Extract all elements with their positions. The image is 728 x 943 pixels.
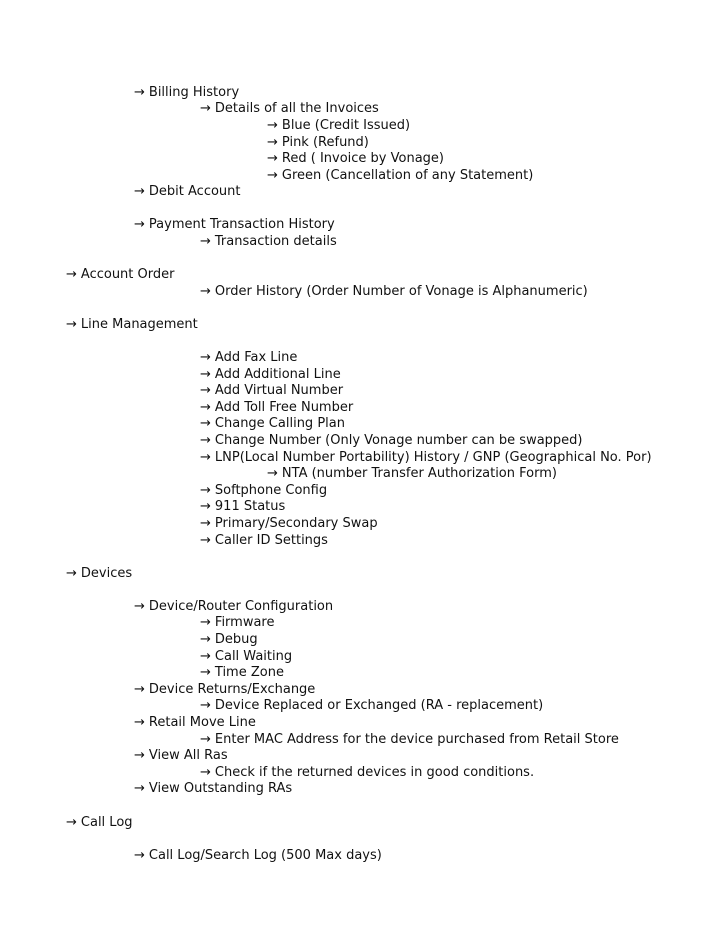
- outline-item: [200, 499, 285, 515]
- arrow-icon: →: [200, 433, 211, 448]
- outline-item: [200, 101, 379, 117]
- arrow-icon: →: [200, 284, 211, 299]
- arrow-icon: →: [200, 615, 211, 630]
- outline-item: [200, 665, 284, 681]
- outline-item-label: 911 Status: [214, 499, 286, 514]
- outline-item-label: Call Log/Search Log (500 Max days): [148, 848, 382, 863]
- outline-item-label: Caller ID Settings: [214, 533, 328, 548]
- outline-section-heading: [66, 566, 132, 582]
- outline-item: [200, 284, 588, 300]
- outline-item-label: Call Waiting: [214, 649, 293, 664]
- arrow-icon: →: [66, 566, 77, 581]
- outline-item: [267, 118, 410, 134]
- outline-item-label: Debug: [214, 632, 258, 647]
- outline-item: [200, 383, 343, 399]
- outline-item-label: Time Zone: [214, 665, 284, 680]
- outline-item-label: Enter MAC Address for the device purchased from Retail Store: [214, 732, 619, 747]
- outline-item-label: Retail Move Line: [148, 715, 256, 730]
- arrow-icon: →: [200, 732, 211, 747]
- outline-item-label: Payment Transaction History: [148, 217, 335, 232]
- arrow-icon: →: [200, 533, 211, 548]
- outline-item: [134, 184, 241, 200]
- arrow-icon: →: [200, 665, 211, 680]
- outline-item: [134, 715, 256, 731]
- outline-item: [200, 698, 543, 714]
- outline-item-label: Account Order: [80, 267, 175, 282]
- outline-item: [200, 516, 378, 532]
- outline-item: [267, 466, 557, 482]
- arrow-icon: →: [134, 682, 145, 697]
- outline-section-heading: [66, 815, 133, 831]
- outline-item: [200, 632, 258, 648]
- outline-item-label: Billing History: [148, 85, 240, 100]
- arrow-icon: →: [200, 765, 211, 780]
- arrow-icon: →: [66, 317, 77, 332]
- arrow-icon: →: [66, 267, 77, 282]
- outline-item-label: Add Virtual Number: [214, 383, 344, 398]
- outline-item-label: View Outstanding RAs: [148, 781, 293, 796]
- outline-item: [134, 682, 315, 698]
- outline-item: [200, 732, 619, 748]
- arrow-icon: →: [134, 781, 145, 796]
- outline-item: [267, 135, 369, 151]
- outline-item-label: Green (Cancellation of any Statement): [281, 168, 534, 183]
- arrow-icon: →: [200, 101, 211, 116]
- outline-item: [267, 151, 444, 167]
- arrow-icon: →: [200, 450, 211, 465]
- outline-item-label: Devices: [80, 566, 133, 581]
- arrow-icon: →: [134, 217, 145, 232]
- outline-item-label: Blue (Credit Issued): [281, 118, 411, 133]
- outline-section-heading: [66, 267, 174, 283]
- outline-item: [134, 217, 335, 233]
- arrow-icon: →: [134, 85, 145, 100]
- outline-item: [200, 483, 327, 499]
- outline-item-label: Transaction details: [214, 234, 337, 249]
- outline-item-label: Device Returns/Exchange: [148, 682, 316, 697]
- outline-item: [200, 765, 534, 781]
- outline-item-label: Red ( Invoice by Vonage): [281, 151, 444, 166]
- outline-item-label: Firmware: [214, 615, 275, 630]
- outline-item-label: Details of all the Invoices: [214, 101, 379, 116]
- outline-item: [200, 450, 652, 466]
- outline-item: [134, 781, 292, 797]
- outline-item-label: Pink (Refund): [281, 135, 369, 150]
- outline-item: [267, 168, 533, 184]
- outline-item: [200, 649, 292, 665]
- arrow-icon: →: [267, 466, 278, 481]
- arrow-icon: →: [200, 367, 211, 382]
- outline-item-label: Device Replaced or Exchanged (RA - replacement): [214, 698, 544, 713]
- outline-item-label: Primary/Secondary Swap: [214, 516, 378, 531]
- arrow-icon: →: [200, 383, 211, 398]
- outline-item-label: Call Log: [80, 815, 133, 830]
- outline-item: [134, 748, 228, 764]
- arrow-icon: →: [200, 649, 211, 664]
- outline-item-label: Softphone Config: [214, 483, 328, 498]
- arrow-icon: →: [200, 400, 211, 415]
- arrow-icon: →: [267, 135, 278, 150]
- arrow-icon: →: [200, 483, 211, 498]
- arrow-icon: →: [134, 715, 145, 730]
- outline-item-label: Order History (Order Number of Vonage is Alphanumeric): [214, 284, 588, 299]
- arrow-icon: →: [200, 698, 211, 713]
- outline-item-label: Line Management: [80, 317, 198, 332]
- outline-item: [200, 416, 345, 432]
- outline-item: [200, 350, 297, 366]
- outline-item: [200, 400, 353, 416]
- outline-item: [200, 433, 583, 449]
- outline-item-label: Debit Account: [148, 184, 241, 199]
- arrow-icon: →: [200, 516, 211, 531]
- arrow-icon: →: [200, 416, 211, 431]
- outline-item-label: Add Fax Line: [214, 350, 298, 365]
- arrow-icon: →: [134, 184, 145, 199]
- arrow-icon: →: [134, 599, 145, 614]
- outline-item: [200, 367, 341, 383]
- outline-item: [134, 848, 382, 864]
- arrow-icon: →: [134, 748, 145, 763]
- outline-item-label: Check if the returned devices in good conditions.: [214, 765, 535, 780]
- arrow-icon: →: [66, 815, 77, 830]
- arrow-icon: →: [134, 848, 145, 863]
- arrow-icon: →: [200, 234, 211, 249]
- outline-item: [200, 234, 337, 250]
- outline-item-label: Change Number (Only Vonage number can be swapped): [214, 433, 583, 448]
- outline-item-label: Add Additional Line: [214, 367, 341, 382]
- outline-item-label: View All Ras: [148, 748, 228, 763]
- outline-item-label: Device/Router Configuration: [148, 599, 334, 614]
- outline-item-label: LNP(Local Number Portability) History / GNP (Geographical No. Por): [214, 450, 652, 465]
- outline-item: [200, 615, 275, 631]
- arrow-icon: →: [200, 499, 211, 514]
- outline-item-label: Add Toll Free Number: [214, 400, 354, 415]
- outline-item: [134, 85, 239, 101]
- arrow-icon: →: [267, 151, 278, 166]
- outline-item: [134, 599, 333, 615]
- arrow-icon: →: [200, 632, 211, 647]
- outline-item-label: NTA (number Transfer Authorization Form): [281, 466, 557, 481]
- arrow-icon: →: [267, 118, 278, 133]
- outline-item-label: Change Calling Plan: [214, 416, 345, 431]
- arrow-icon: →: [267, 168, 278, 183]
- arrow-icon: →: [200, 350, 211, 365]
- outline-item: [200, 533, 328, 549]
- outline-section-heading: [66, 317, 198, 333]
